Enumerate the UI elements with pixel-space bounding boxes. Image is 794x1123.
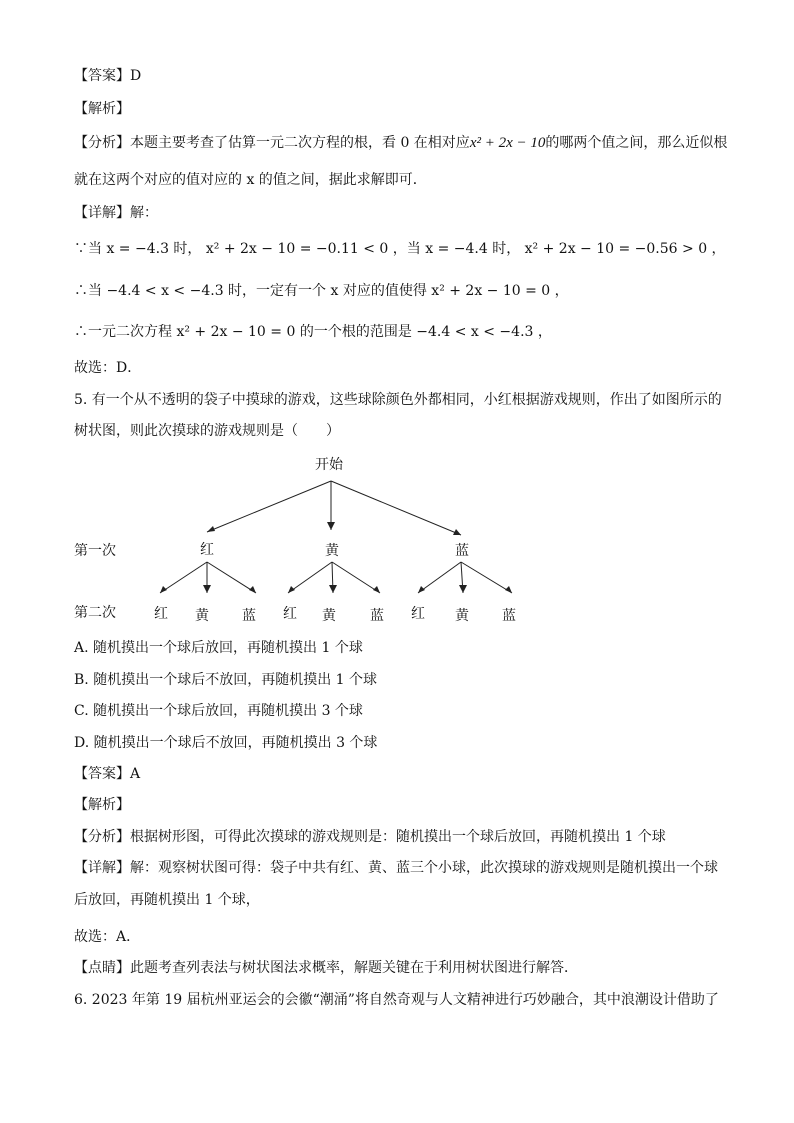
- tree-first-row-label: 第一次: [74, 543, 116, 559]
- q4-step3: ∴一元二次方程 x² + 2x − 10 = 0 的一个根的范围是 −4.4 < x < −4.3 ，: [74, 324, 552, 340]
- q5-stem-line2: 树状图，则此次摸球的游戏规则是（ ）: [74, 423, 340, 439]
- xiangjie-text: 解：观察树状图可得：袋子中共有红、黄、蓝三个小球，此次摸球的游戏规则是随机摸出一个球: [130, 860, 718, 876]
- tree-second-blue-yellow: 黄: [455, 608, 469, 624]
- fenxi-text-2: 的哪两个值之间，那么近似根: [545, 135, 728, 151]
- q5-xiangjie-line1: [74, 858, 718, 878]
- q5-stem-line1: 5. 有一个从不透明的袋子中摸球的游戏，这些球除颜色外都相同，小红根据游戏规则，作出了如图所示的: [74, 392, 722, 408]
- q5-option-b: B. 随机摸出一个球后不放回，再随机摸出 1 个球: [74, 672, 377, 688]
- answer-tag: 【答案】: [74, 766, 130, 782]
- q4-analysis-tag: 【解析】: [74, 101, 130, 117]
- tree-second-yellow-yellow: 黄: [322, 608, 336, 624]
- q5-option-c: C. 随机摸出一个球后放回，再随机摸出 3 个球: [74, 703, 363, 719]
- fenxi-expression: x² + 2x − 10: [469, 135, 546, 151]
- q5-dianjing-line: [74, 958, 578, 978]
- tree-second-yellow-blue: 蓝: [370, 608, 384, 624]
- fenxi-tag: 【分析】: [74, 135, 130, 151]
- tree-first-red: 红: [200, 542, 214, 558]
- q4-step1: ∵当 x = −4.3 时， x² + 2x − 10 = −0.11 < 0 ，当 x = −4.4 时， x² + 2x − 10 = −0.56 > 0 ，: [74, 241, 726, 257]
- answer-value: D: [130, 68, 142, 84]
- tree-second-red-yellow: 黄: [195, 608, 209, 624]
- q5-option-d: D. 随机摸出一个球后不放回，再随机摸出 3 个球: [74, 735, 378, 751]
- tree-second-yellow-red: 红: [283, 606, 297, 622]
- tree-second-row-label: 第二次: [74, 605, 116, 621]
- fenxi-tag: 【分析】: [74, 829, 130, 845]
- dianjing-text: 此题考查列表法与树状图法求概率，解题关键在于利用树状图进行解答．: [130, 960, 578, 976]
- q5-analysis-tag: 【解析】: [74, 797, 130, 813]
- fenxi-text: 本题主要考查了估算一元二次方程的根，看 0 在相对应: [130, 135, 470, 151]
- q4-step2: ∴当 −4.4 < x < −4.3 时，一定有一个 x 对应的值使得 x² + 2x − 10 = 0 ，: [74, 283, 569, 299]
- tree-first-yellow: 黄: [325, 543, 339, 559]
- dianjing-tag: 【点睛】: [74, 960, 130, 976]
- q5-fenxi-line: [74, 827, 666, 847]
- tree-second-red-red: 红: [154, 606, 168, 622]
- q5-option-a: A. 随机摸出一个球后放回，再随机摸出 1 个球: [74, 640, 363, 656]
- xiangjie-text: 解：: [130, 205, 158, 221]
- xiangjie-tag: 【详解】: [74, 205, 130, 221]
- q5-answer-line: [74, 764, 140, 784]
- q5-xiangjie-line2: 后放回，再随机摸出 1 个球，: [74, 892, 260, 908]
- q4-conclusion: 故选：D．: [74, 360, 142, 376]
- fenxi-text: 根据树形图，可得此次摸球的游戏规则是：随机摸出一个球后放回，再随机摸出 1 个球: [130, 829, 666, 845]
- answer-tag: 【答案】: [74, 68, 130, 84]
- tree-second-blue-blue: 蓝: [502, 608, 516, 624]
- q5-conclusion: 故选：A．: [74, 929, 141, 945]
- q4-fenxi-line2: 就在这两个对应的值对应的 x 的值之间，据此求解即可．: [74, 172, 427, 188]
- q6-stem-line1: 6. 2023 年第 19 届杭州亚运会的会徽“潮涌”将自然奇观与人文精神进行巧妙融合，其中浪潮设计借助了: [74, 992, 719, 1008]
- answer-value: A: [130, 766, 141, 782]
- tree-second-blue-red: 红: [411, 606, 425, 622]
- xiangjie-tag: 【详解】: [74, 860, 130, 876]
- tree-first-blue: 蓝: [455, 543, 469, 559]
- tree-root: 开始: [315, 457, 343, 473]
- tree-second-red-blue: 蓝: [242, 608, 256, 624]
